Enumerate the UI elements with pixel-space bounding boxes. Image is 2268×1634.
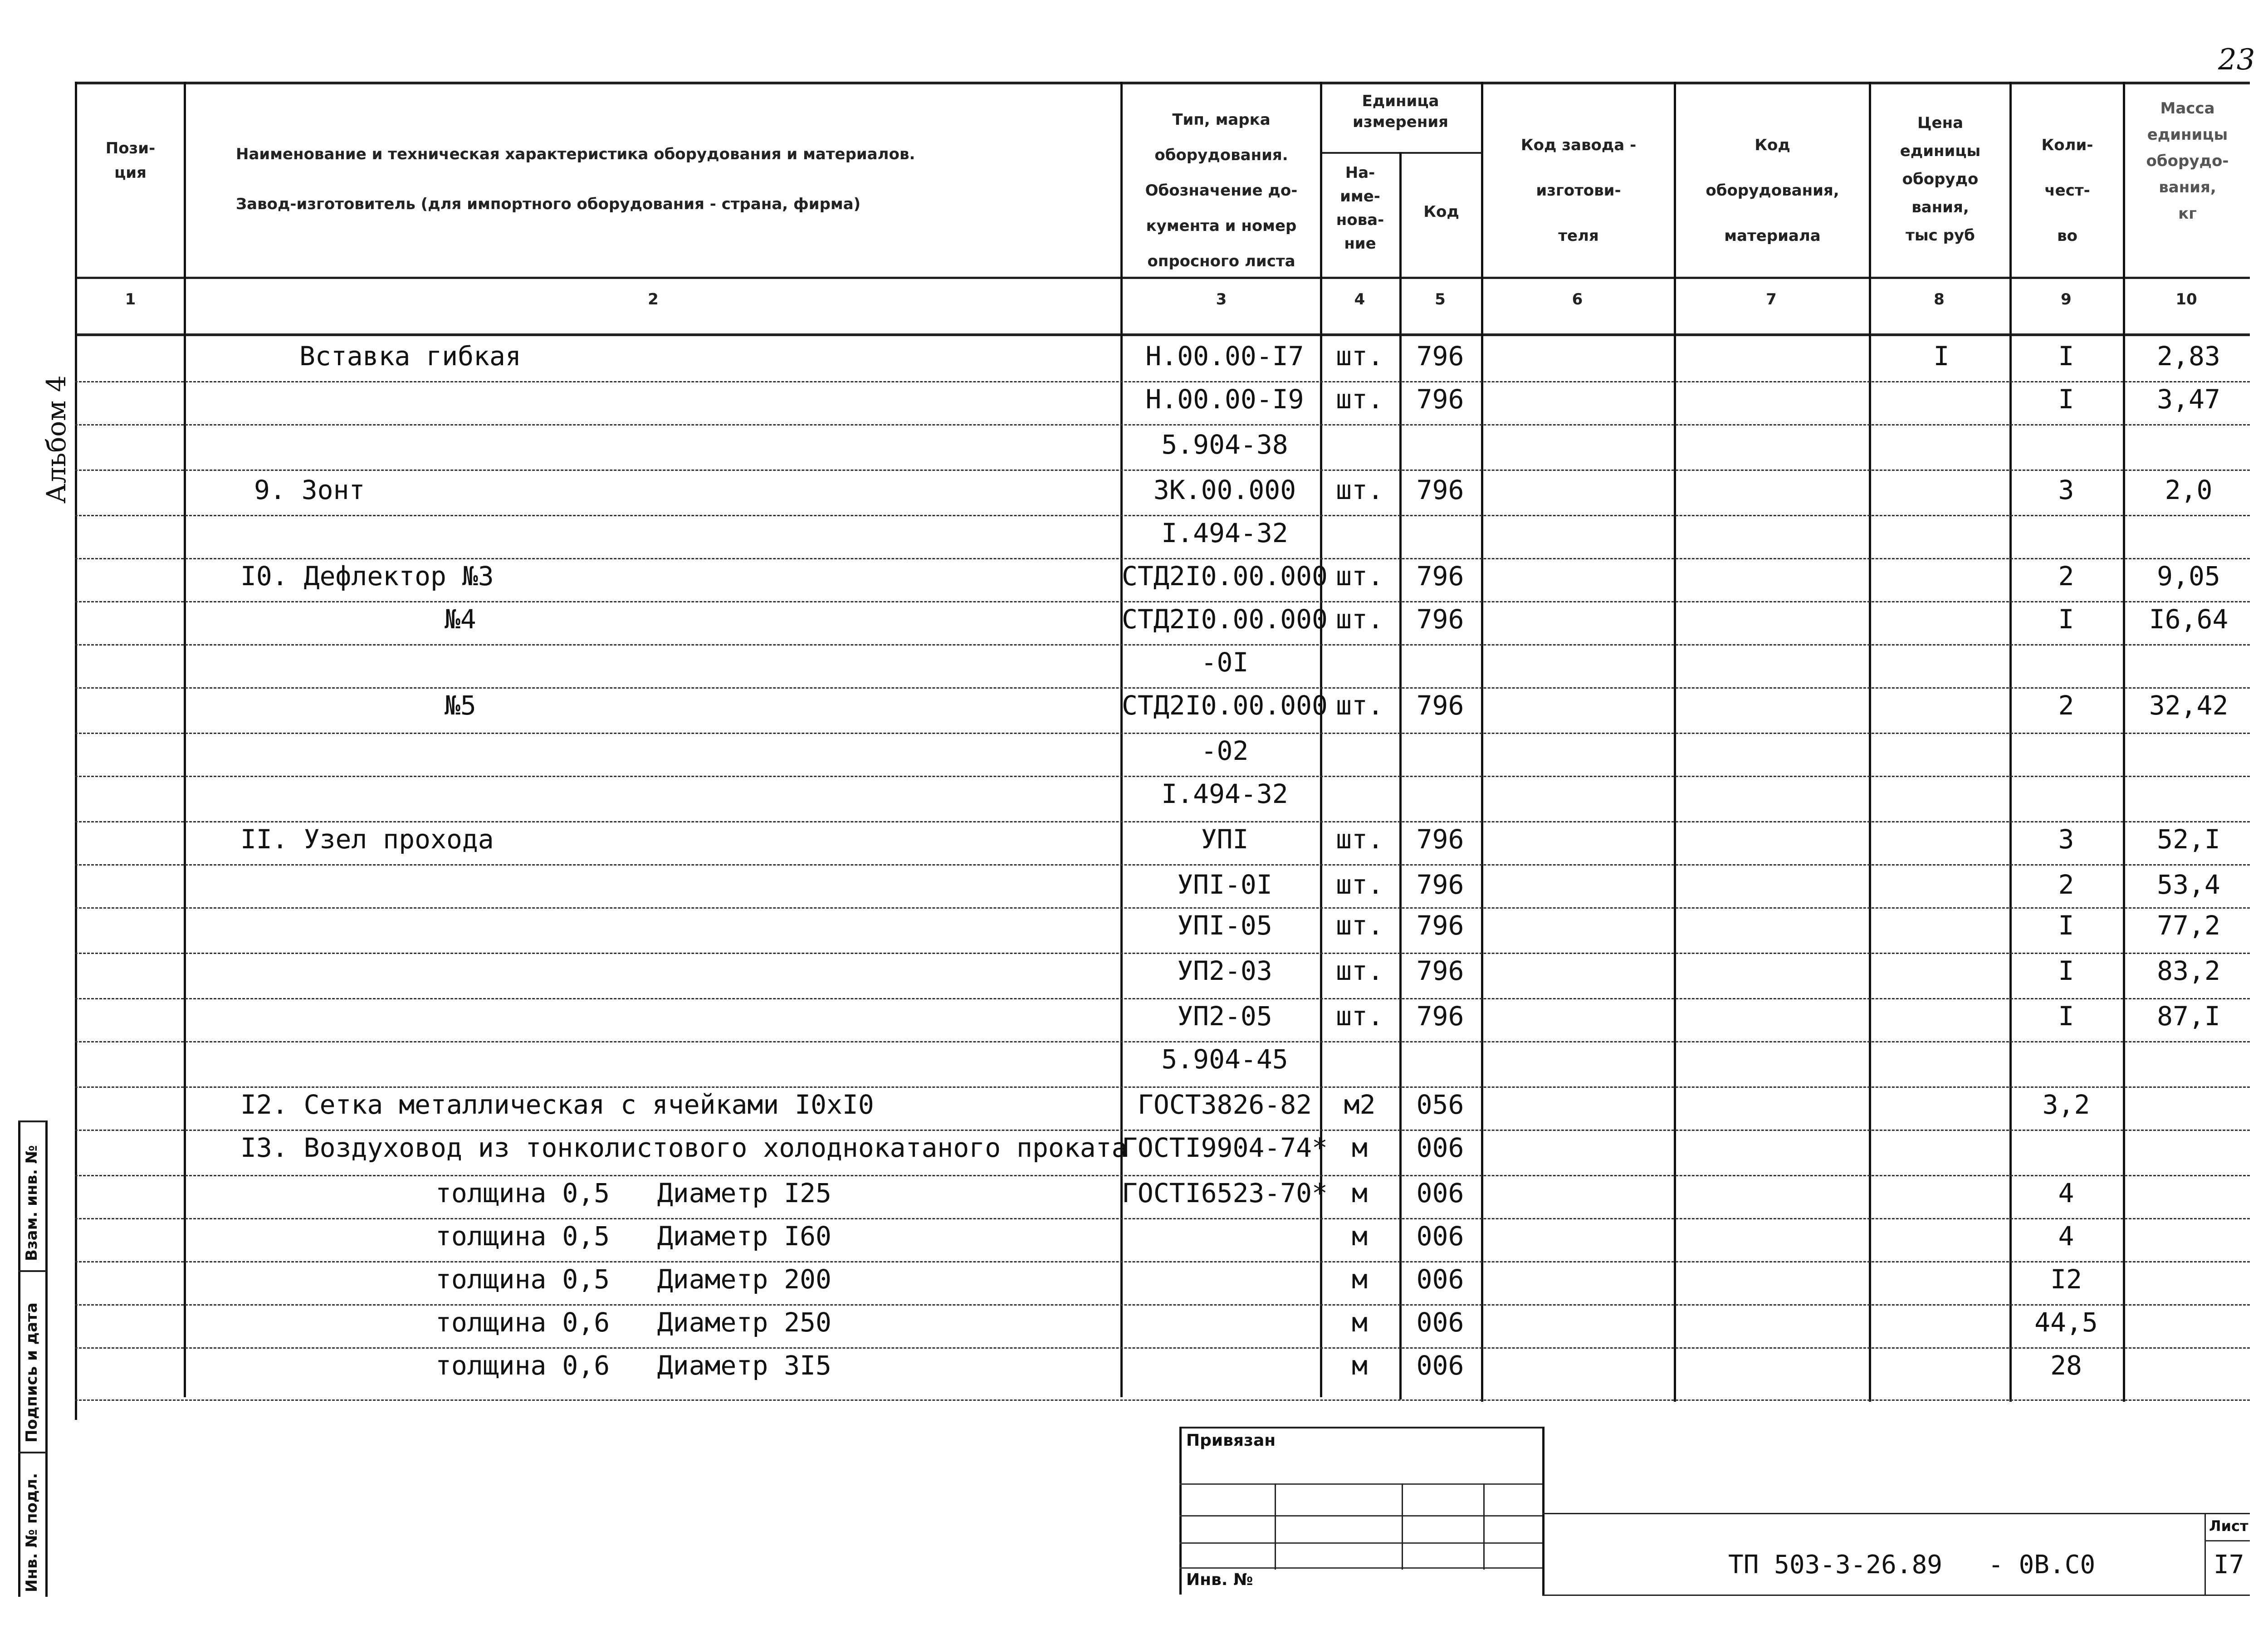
row-unit: м [1352,1221,1368,1252]
row-separator [75,1175,2250,1176]
row-unit: м [1352,1264,1368,1295]
row-separator [75,1086,2250,1088]
row-type: УП2-03 [1177,955,1272,986]
row-separator [75,515,2250,516]
row-quantity: 3 [2058,475,2074,505]
side-stamp-div-1 [18,1270,46,1272]
colnum-8: 8 [1934,290,1945,308]
row-unit: м2 [1344,1089,1376,1120]
row-unit-code: 796 [1416,824,1464,855]
row-unit-code: 006 [1416,1307,1464,1338]
row-name: толщина 0,5 Диаметр I25 [435,1178,831,1208]
album-label: Альбом 4 [41,375,72,504]
page-number: 23 [2218,43,2255,77]
header-equipment-code: Код оборудования, материала [1706,136,1839,245]
row-separator [75,821,2250,822]
row-name: №5 [445,690,476,721]
row-separator [75,1261,2250,1262]
row-type: УП2-05 [1177,1001,1272,1032]
row-type: -0I [1201,647,1249,678]
row-type: Н.00.00-I9 [1145,384,1304,415]
side-stamp-inventory: Инв. № подл. [23,1473,41,1592]
stamp-inventory: Инв. № [1186,1570,1253,1589]
row-separator [75,998,2250,999]
side-stamp-line-left [18,1120,20,1597]
header-unit-name: На- име- нова- ние [1336,164,1384,253]
row-separator [75,381,2250,382]
row-unit: шт. [1336,690,1383,721]
row-separator [75,644,2250,646]
col-line-7 [1869,82,1871,1402]
table-bottom-line [75,1399,2250,1401]
row-unit: м [1352,1307,1368,1338]
row-unit-code: 006 [1416,1221,1464,1252]
row-type: I.494-32 [1161,778,1288,809]
row-unit: шт. [1336,955,1383,986]
row-type: УПI-05 [1177,910,1272,941]
row-unit-code: 796 [1416,561,1464,592]
row-separator [75,1130,2250,1131]
side-stamp-div-2 [18,1452,46,1453]
side-stamp-top [18,1120,46,1122]
sheet-box-left [2204,1513,2206,1595]
row-separator [75,601,2250,602]
row-type: 5.904-38 [1161,429,1288,460]
row-type: ГОСТI9904-74* [1122,1132,1328,1163]
row-unit-code: 796 [1416,910,1464,941]
row-unit: шт. [1336,604,1383,635]
row-type: Н.00.00-I7 [1145,341,1304,372]
row-unit-code: 796 [1416,384,1464,415]
row-quantity: 3 [2058,824,2074,855]
row-separator [75,558,2250,559]
stamp-col-3 [1483,1483,1485,1570]
sheet-number: I7 [2214,1550,2244,1580]
title-block-bottom [1542,1595,2250,1596]
colnum-10: 10 [2175,290,2197,308]
row-mass: I6,64 [2149,604,2229,635]
row-name: I0. Дефлектор №3 [240,561,494,592]
row-unit: шт. [1336,384,1383,415]
colnum-7: 7 [1766,290,1777,308]
header-price: Цена единицы оборудо вания, тыс руб [1900,114,1981,245]
row-mass: 32,42 [2149,690,2229,721]
row-mass: 9,05 [2157,561,2220,592]
row-name: толщина 0,6 Диаметр 3I5 [435,1350,831,1381]
colnum-4: 4 [1354,290,1365,308]
header-unit-group: Единица измерения [1353,92,1448,131]
row-type: ГОСТ3826-82 [1137,1089,1312,1120]
row-separator [75,424,2250,426]
header-type: Тип, марка оборудования. Обозначение до- кумента и номер опросного листа [1145,111,1298,270]
row-type: СТД2I0.00.000 [1122,690,1328,721]
row-unit: шт. [1336,824,1383,855]
row-quantity: I [2058,910,2074,941]
row-name: 9. Зонт [254,475,365,505]
row-mass: 53,4 [2157,869,2220,900]
col-line-5 [1481,82,1483,1402]
row-type: УПI [1201,824,1249,855]
colnum-2: 2 [648,290,659,308]
colnum-1: 1 [125,290,136,308]
row-name: толщина 0,5 Диаметр I60 [435,1221,831,1252]
row-unit: шт. [1336,341,1383,372]
row-mass: 52,I [2157,824,2220,855]
row-unit-code: 796 [1416,341,1464,372]
row-unit: шт. [1336,1001,1383,1032]
row-quantity: I [2058,955,2074,986]
stamp-top-line [1179,1427,1542,1429]
col-line-1 [184,82,186,1397]
row-separator [75,687,2250,689]
row-mass: 87,I [2157,1001,2220,1032]
title-block-line [1542,1513,2250,1514]
row-quantity: 4 [2058,1178,2074,1208]
row-mass: 3,47 [2157,384,2220,415]
header-quantity: Коли- чест- во [2041,136,2093,245]
sheet-label: Лист [2209,1517,2248,1535]
stamp-line-2 [1179,1515,1542,1517]
row-type: УПI-0I [1177,869,1272,900]
row-mass: 2,0 [2165,475,2213,505]
header-position: Пози- ция [105,139,156,182]
row-quantity: 2 [2058,690,2074,721]
sheet-box-mid [2204,1540,2250,1541]
colnum-5: 5 [1435,290,1446,308]
row-unit: м [1352,1350,1368,1381]
row-quantity: 2 [2058,869,2074,900]
header-unit-code: Код [1423,203,1459,221]
header-name: Наименование и техническая характеристика оборудования и материалов. Завод-изготовитель (для импортного оборудования - страна, фирма) [236,145,915,213]
row-quantity: I [2058,341,2074,372]
row-separator [75,470,2250,471]
row-unit-code: 796 [1416,690,1464,721]
row-unit-code: 796 [1416,604,1464,635]
colnum-bottom-border [75,333,2250,336]
row-separator [75,776,2250,777]
row-unit-code: 006 [1416,1178,1464,1208]
row-unit-code: 796 [1416,869,1464,900]
row-quantity: I2 [2050,1264,2082,1295]
row-name: толщина 0,6 Диаметр 250 [435,1307,831,1338]
stamp-line-3 [1179,1542,1542,1544]
row-name: II. Узел прохода [240,824,494,855]
row-unit-code: 006 [1416,1264,1464,1295]
header-mass: Масса единицы оборудо- вания, кг [2146,99,2229,223]
row-quantity: 3,2 [2042,1089,2090,1120]
stamp-left-line [1179,1427,1182,1595]
row-mass: 83,2 [2157,955,2220,986]
row-quantity: 44,5 [2034,1307,2098,1338]
row-quantity: 4 [2058,1221,2074,1252]
side-stamp-signature: Подпись и дата [23,1302,41,1443]
row-quantity: I [2058,384,2074,415]
row-unit-code: 796 [1416,955,1464,986]
row-unit: м [1352,1178,1368,1208]
stamp-right-line [1542,1427,1545,1595]
row-separator [75,1218,2250,1219]
col-line-6 [1674,82,1676,1402]
row-unit-code: 006 [1416,1132,1464,1163]
row-separator [75,864,2250,866]
colnum-3: 3 [1216,290,1227,308]
row-name: Вставка гибкая [299,341,521,372]
colnum-6: 6 [1572,290,1583,308]
row-type: I.494-32 [1161,518,1288,548]
document-code: ТП 503-3-26.89 - 0В.С0 [1728,1550,2096,1580]
row-separator [75,1304,2250,1306]
row-type: 5.904-45 [1161,1044,1288,1075]
stamp-line-1 [1179,1483,1542,1485]
row-unit-code: 796 [1416,1001,1464,1032]
row-unit: шт. [1336,561,1383,592]
row-type: СТД2I0.00.000 [1122,604,1328,635]
row-name: №4 [445,604,476,635]
row-name: I3. Воздуховод из тонколистового холоднокатаного проката [240,1132,1128,1163]
side-stamp-replace: Взам. инв. № [23,1145,41,1261]
header-plant-code: Код завода - изготови- теля [1520,136,1637,245]
row-quantity: I [2058,1001,2074,1032]
row-price: I [1933,341,1950,372]
row-type: -02 [1201,735,1249,766]
row-type: СТД2I0.00.000 [1122,561,1328,592]
row-quantity: 28 [2050,1350,2082,1381]
row-separator [75,1041,2250,1042]
row-mass: 2,83 [2157,341,2220,372]
row-separator [75,1347,2250,1349]
row-separator [75,907,2250,909]
stamp-privyazan: Привязан [1186,1431,1276,1450]
stamp-line-4 [1179,1567,1542,1569]
colnum-9: 9 [2061,290,2072,308]
col-line-9 [2123,82,2125,1402]
row-unit: шт. [1336,475,1383,505]
row-name: толщина 0,5 Диаметр 200 [435,1264,831,1295]
row-unit-code: 056 [1416,1089,1464,1120]
row-unit: шт. [1336,869,1383,900]
table-top-border [75,82,2250,84]
row-type: ГОСТI6523-70* [1122,1178,1328,1208]
row-mass: 77,2 [2157,910,2220,941]
row-unit-code: 796 [1416,475,1464,505]
side-stamp-line-right [45,1120,48,1597]
row-quantity: I [2058,604,2074,635]
row-unit: шт. [1336,910,1383,941]
row-name: I2. Сетка металлическая с ячейками I0хI0 [240,1089,874,1120]
row-type: 3К.00.000 [1153,475,1296,505]
row-quantity: 2 [2058,561,2074,592]
row-separator [75,953,2250,954]
stamp-col-2 [1402,1483,1403,1570]
row-unit-code: 006 [1416,1350,1464,1381]
stamp-col-1 [1275,1483,1276,1570]
row-unit: м [1352,1132,1368,1163]
row-separator [75,733,2250,734]
